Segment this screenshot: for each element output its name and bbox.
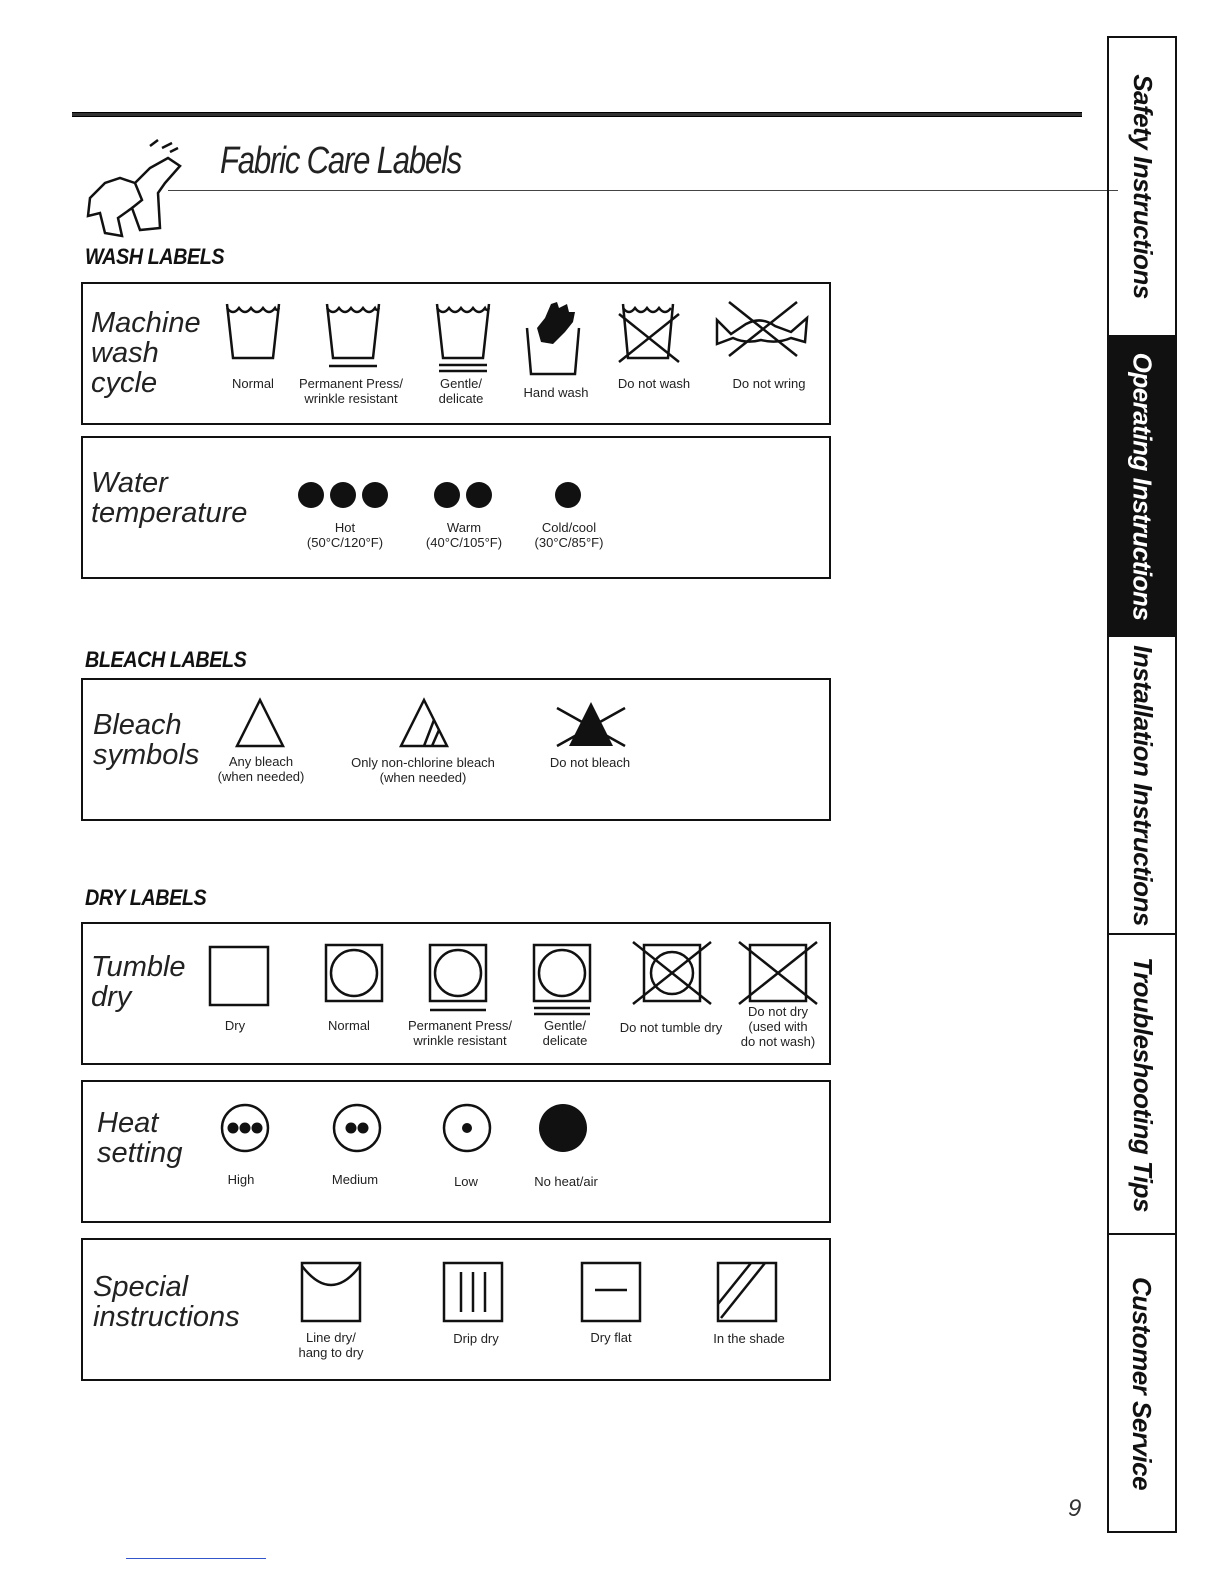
dry-in-shade-icon — [715, 1260, 779, 1324]
tab-troubleshooting-tips[interactable]: Troubleshooting Tips — [1109, 935, 1175, 1235]
bleach-do-not-icon — [551, 698, 631, 752]
wash-caption-permanent-press: Permanent Press/ wrinkle resistant — [298, 376, 404, 406]
footer-rule — [126, 1558, 266, 1559]
wash-caption-normal: Normal — [232, 376, 274, 391]
dry-permanent-press-icon — [427, 942, 489, 1014]
bleach-box — [81, 678, 831, 821]
dry-square-icon — [207, 944, 271, 1008]
tumble-dry-box — [81, 922, 831, 1065]
temp-caption-warm: Warm (40°C/105°F) — [425, 520, 503, 550]
heat-caption-high: High — [227, 1172, 255, 1187]
special-caption-dry-flat: Dry flat — [590, 1330, 632, 1345]
wash-caption-do-not-wring: Do not wring — [732, 376, 806, 391]
heat-high-icon — [219, 1102, 271, 1154]
heat-medium-icon — [331, 1102, 383, 1154]
special-caption-shade: In the shade — [713, 1331, 785, 1346]
water-temperature-box — [81, 436, 831, 579]
wash-caption-hand: Hand wash — [523, 385, 589, 400]
wash-permanent-press-icon — [323, 300, 383, 375]
tab-installation-instructions[interactable]: Installation Instructions — [1109, 637, 1175, 935]
line-dry-icon — [299, 1260, 363, 1324]
dry-gentle-icon — [531, 942, 593, 1022]
dry-caption-do-not-dry: Do not dry (used with do not wash) — [740, 1004, 816, 1049]
bleach-any-icon — [233, 696, 287, 750]
wash-do-not-icon — [613, 300, 683, 370]
temp-warm-icon — [431, 478, 497, 512]
dry-normal-icon — [323, 942, 385, 1004]
heat-none-icon — [537, 1102, 589, 1154]
machine-wash-box — [81, 282, 831, 425]
temp-caption-cold: Cold/cool (30°C/85°F) — [534, 520, 604, 550]
dry-caption-do-not-tumble: Do not tumble dry — [619, 1020, 723, 1035]
heat-setting-box — [81, 1080, 831, 1223]
wash-normal-icon — [223, 300, 283, 365]
machine-wash-label: Machine wash cycle — [91, 307, 201, 399]
water-temperature-label: Water temperature — [91, 467, 248, 529]
bleach-caption-do-not: Do not bleach — [549, 755, 631, 770]
shirt-washing-icon — [80, 138, 190, 238]
section-tabs — [1107, 36, 1177, 1533]
heat-caption-no-heat: No heat/air — [534, 1174, 598, 1189]
wash-caption-gentle: Gentle/ delicate — [438, 376, 484, 406]
special-caption-drip-dry: Drip dry — [453, 1331, 499, 1346]
tab-safety-instructions[interactable]: Safety Instructions — [1109, 38, 1175, 337]
heat-caption-medium: Medium — [331, 1172, 379, 1187]
temp-cold-icon — [553, 478, 583, 512]
heat-caption-low: Low — [454, 1174, 478, 1189]
tab-customer-service[interactable]: Customer Service — [1127, 1276, 1158, 1490]
special-instructions-label: Special instructions — [93, 1271, 240, 1333]
heat-setting-label: Heat setting — [97, 1107, 183, 1169]
bleach-label: Bleach symbols — [93, 709, 200, 771]
bleach-caption-non-chlorine: Only non-chlorine bleach (when needed) — [351, 755, 495, 785]
special-caption-line-dry: Line dry/ hang to dry — [298, 1330, 364, 1360]
page-number: 9 — [1068, 1495, 1082, 1522]
header-rule — [72, 112, 1082, 117]
bleach-caption-any: Any bleach (when needed) — [217, 754, 305, 784]
dry-do-not-icon — [737, 940, 819, 1006]
page-title: Fabric Care Labels — [220, 140, 462, 182]
tumble-dry-label: Tumble dry — [91, 951, 186, 1013]
dry-labels-heading: DRY LABELS — [85, 885, 207, 910]
tab-operating-instructions[interactable]: Operating Instructions — [1109, 337, 1175, 637]
wash-labels-heading: WASH LABELS — [85, 244, 225, 269]
wash-hand-icon — [523, 298, 583, 378]
dry-caption-permanent-press: Permanent Press/ wrinkle resistant — [407, 1018, 513, 1048]
wring-do-not-icon — [711, 298, 811, 360]
dry-caption-normal: Normal — [328, 1018, 370, 1033]
wash-gentle-icon — [433, 300, 493, 380]
temp-hot-icon — [295, 478, 395, 512]
dry-flat-icon — [579, 1260, 643, 1324]
special-instructions-box — [81, 1238, 831, 1381]
bleach-labels-heading: BLEACH LABELS — [85, 647, 247, 672]
dry-caption-gentle: Gentle/ delicate — [542, 1018, 588, 1048]
heat-low-icon — [441, 1102, 493, 1154]
wash-caption-do-not-wash: Do not wash — [617, 376, 691, 391]
bleach-non-chlorine-icon — [397, 696, 451, 750]
drip-dry-icon — [441, 1260, 505, 1324]
dry-do-not-tumble-icon — [631, 940, 713, 1006]
title-rule — [168, 190, 1118, 191]
dry-caption-dry: Dry — [224, 1018, 246, 1033]
temp-caption-hot: Hot (50°C/120°F) — [306, 520, 384, 550]
